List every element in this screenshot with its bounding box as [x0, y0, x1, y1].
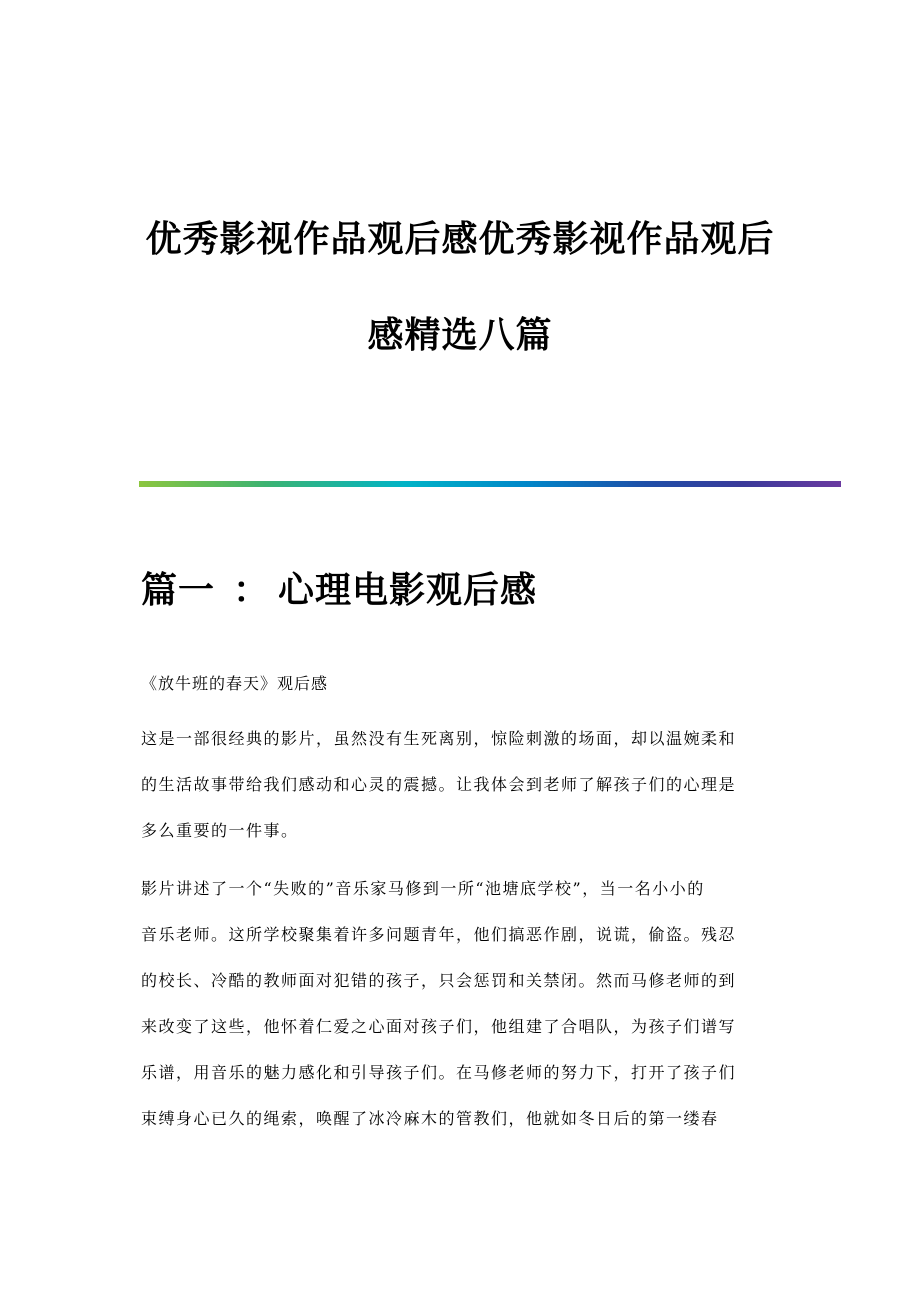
paragraph-line: 多么重要的一件事。	[141, 821, 299, 840]
paragraph-line: 这是一部很经典的影片，虽然没有生死离别，惊险刺激的场面，却以温婉柔和	[141, 729, 737, 748]
paragraph-line: 影片讲述了一个“失败的”音乐家马修到一所“池塘底学校”，当一名小小的	[141, 879, 705, 898]
paragraph-line: 的校长、冷酷的教师面对犯错的孩子，只会惩罚和关禁闭。然而马修老师的到	[141, 971, 737, 990]
section-heading-colon: ：	[233, 570, 271, 611]
paragraph-line: 来改变了这些，他怀着仁爱之心面对孩子们，他组建了合唱队，为孩子们谱写	[141, 1017, 737, 1036]
article-subtitle: 《放牛班的春天》观后感	[141, 674, 329, 693]
gradient-divider	[139, 481, 841, 487]
document-title-line-1: 优秀影视作品观后感优秀影视作品观后	[145, 219, 775, 260]
paragraph	[141, 716, 781, 854]
paragraph-line: 束缚身心已久的绳索，唤醒了冰冷麻木的管教们，他就如冬日后的第一缕春	[141, 1109, 719, 1128]
section-heading-number: 篇一	[141, 570, 216, 611]
section-heading-topic: 心理电影观后感	[278, 570, 538, 611]
document-title-line-2: 感精选八篇	[367, 315, 553, 356]
section-heading	[141, 569, 537, 613]
paragraph-line: 乐谱，用音乐的魅力感化和引导孩子们。在马修老师的努力下，打开了孩子们	[141, 1063, 737, 1082]
paragraph-line: 音乐老师。这所学校聚集着许多问题青年，他们搞恶作剧，说谎，偷盗。残忍	[141, 925, 737, 944]
paragraph-line: 的生活故事带给我们感动和心灵的震撼。让我体会到老师了解孩子们的心理是	[141, 775, 737, 794]
paragraph	[141, 866, 781, 1142]
